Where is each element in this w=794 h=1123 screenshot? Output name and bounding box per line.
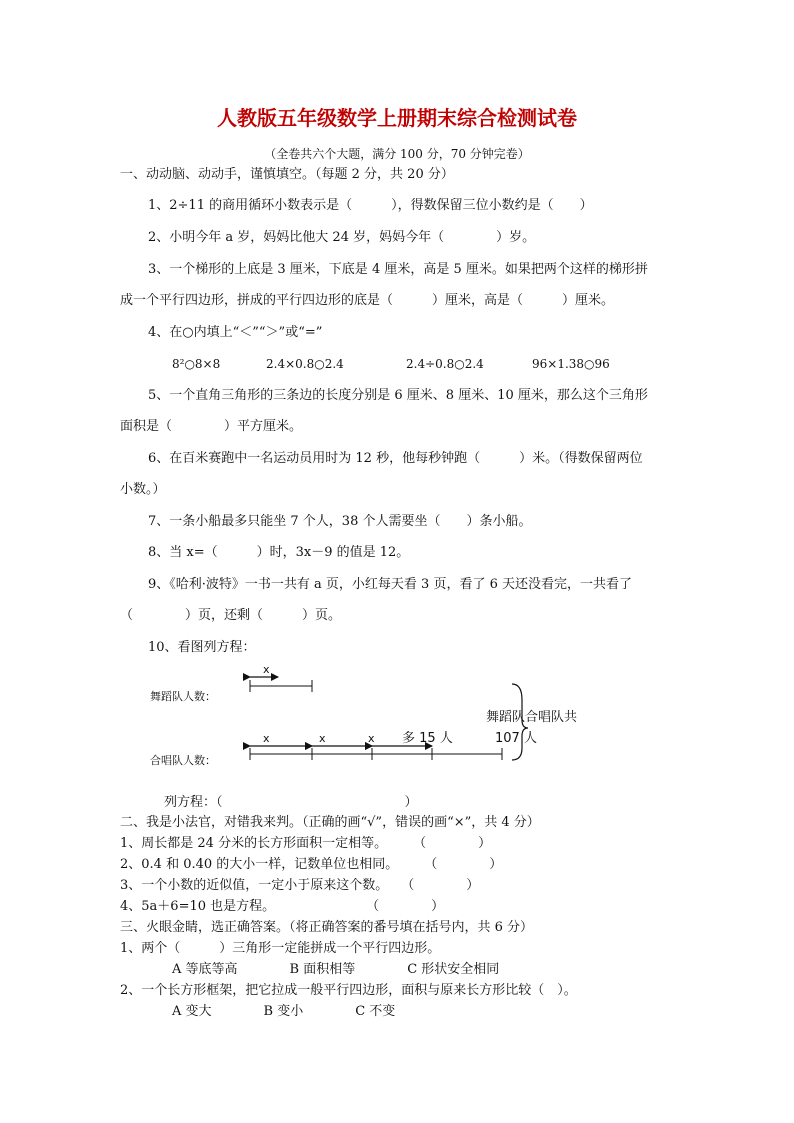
choice-options-2: A 变大 B 变小 C 不变 — [172, 1004, 396, 1019]
question-1-3-line1: 3、一个梯形的上底是 3 厘米，下底是 4 厘米，高是 5 厘米。如果把两个这样的梯形拼 — [148, 262, 648, 277]
judge-item: 3、一个小数的近似值，一定小于原来这个数。 （ ） — [120, 878, 480, 893]
page-subtitle: （全卷共六个大题，满分 100 分，70 分钟完卷） — [264, 147, 530, 161]
judge-item: 2、0.4 和 0.40 的大小一样，记数单位也相同。 （ ） — [120, 857, 503, 872]
choice-question-2: 2、一个长方形框架，把它拉成一般平行四边形，面积与原来长方形比较（ ）。 — [120, 983, 577, 998]
question-1-6-line2: 小数。） — [120, 482, 166, 497]
segment-diagram — [140, 660, 660, 800]
judge-item: 4、5a＋6=10 也是方程。 （ ） — [120, 899, 445, 914]
compare-item: 8²○8×8 — [172, 357, 221, 371]
question-1-7: 7、一条小船最多只能坐 7 个人，38 个人需要坐（ ）条小船。 — [148, 514, 532, 529]
question-1-6-line1: 6、在百米赛跑中一名运动员用时为 12 秒，他每秒钟跑（ ）米。（得数保留两位 — [148, 451, 643, 466]
question-1-2: 2、小明今年 a 岁，妈妈比他大 24 岁，妈妈今年（ ）岁。 — [148, 230, 536, 245]
x-label: x — [263, 663, 270, 676]
compare-item: 2.4×0.8○2.4 — [266, 357, 344, 371]
more-15-label: 多 15 人 — [402, 731, 453, 746]
question-1-10: 10、看图列方程： — [148, 640, 256, 655]
equation-prompt: 列方程：（ ） — [164, 795, 418, 810]
question-1-9-line1: 9、《哈利·波特》一书一共有 a 页，小红每天看 3 页，看了 6 天还没看完，一共看了 — [148, 577, 632, 592]
question-1-5-line1: 5、一个直角三角形的三条边的长度分别是 6 厘米、8 厘米、10 厘米，那么这个三角形 — [148, 388, 648, 403]
x-label: x — [319, 732, 326, 745]
section2-heading: 二、我是小法官，对错我来判。（正确的画“√”，错误的画“×”，共 4 分） — [120, 815, 540, 830]
dance-team-bar — [250, 663, 312, 692]
question-1-3-line2: 成一个平行四边形，拼成的平行四边形的底是（ ）厘米，高是（ ）厘米。 — [120, 293, 615, 308]
question-1-8: 8、当 x=（ ）时，3x－9 的值是 12。 — [148, 545, 410, 560]
x-label: x — [263, 732, 270, 745]
choice-question-1: 1、两个（ ）三角形一定能拼成一个平行四边形。 — [120, 941, 441, 956]
choir-team-bar — [250, 731, 502, 760]
dance-team-label: 舞蹈队人数： — [150, 690, 216, 703]
question-1-5-line2: 面积是（ ）平方厘米。 — [120, 419, 303, 434]
section3-heading: 三、火眼金睛，选正确答案。（将正确答案的番号填在括号内，共 6 分） — [120, 920, 534, 935]
question-1-9-line2: （ ）页，还剩（ ）页。 — [120, 608, 342, 623]
total-label: 舞蹈队合唱队共 — [486, 710, 578, 725]
choir-team-label: 合唱队人数： — [150, 754, 216, 767]
total-label-count: 107 人 — [495, 731, 537, 746]
compare-item: 96×1.38○96 — [532, 357, 610, 371]
question-1-4: 4、在○内填上“＜”“＞”或“=” — [148, 325, 323, 340]
x-label: x — [368, 732, 375, 745]
question-1-1: 1、2÷11 的商用循环小数表示是（ ），得数保留三位小数约是（ ） — [148, 198, 593, 213]
choice-options-1: A 等底等高 B 面积相等 C 形状安全相同 — [172, 962, 500, 977]
compare-item: 2.4÷0.8○2.4 — [406, 357, 484, 371]
section1-heading: 一、动动脑、动动手，谨慎填空。（每题 2 分，共 20 分） — [120, 167, 454, 182]
page-title: 人教版五年级数学上册期末综合检测试卷 — [217, 106, 577, 130]
judge-item: 1、周长都是 24 分米的长方形面积一定相等。 （ ） — [120, 836, 492, 851]
